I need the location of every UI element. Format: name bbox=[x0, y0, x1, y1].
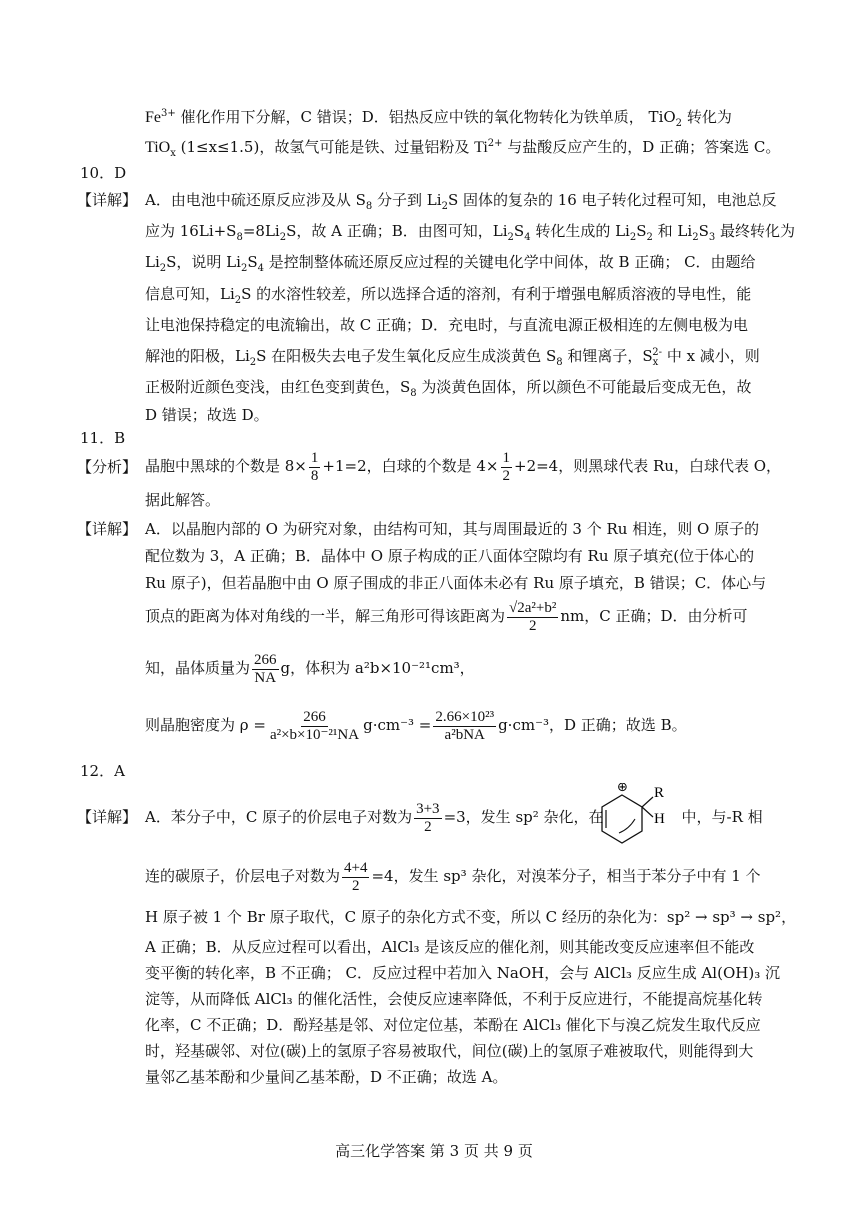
q9-line-1: $Fe^{3+}$ 催化作用下分解，C 错误；D．铝热反应中铁的氧化物转化为铁单质， TiO$_2$ 转化为 bbox=[145, 108, 732, 129]
q10-header: 10．D bbox=[80, 164, 127, 182]
q12-line-4: A 正确；B．从反应过程可以看出，AlCl₃ 是该反应的催化剂，则其能改变反应速率但不能改 bbox=[145, 938, 755, 956]
q12-line-3: H 原子被 1 个 Br 原子取代，C 原子的杂化方式不变，所以 C 经历的杂化为：sp² → sp³ → sp²， bbox=[145, 908, 797, 926]
ring-outline bbox=[602, 795, 642, 843]
q11-detail-line-2: 配位数为 3，A 正确；B．晶体中 O 原子构成的正八面体空隙均有 Ru 原子填充(位于体心的 bbox=[145, 547, 755, 565]
fraction-1-2: $\frac{1}{2}$ bbox=[502, 449, 510, 484]
q12-line-5: 变平衡的转化率，B 不正确； C．反应过程中若加入 NaOH，会与 AlCl₃ 反应生成 Al(OH)₃ 沉 bbox=[145, 964, 780, 982]
q11-detail-line-4: 顶点的距离为体对角线的一半，解三角形可得该距离为 $\frac{\text{√2a²+b²}}{2}$ nm，C 正确；D．由分析可 bbox=[145, 599, 748, 634]
q12-tag: 【详解】 bbox=[77, 808, 138, 826]
label-r: R bbox=[654, 785, 665, 801]
q11-detail-line-1: A．以晶胞内部的 O 为研究对象，由结构可知，其与周围最近的 3 个 Ru 相连，则 O 原子的 bbox=[145, 520, 760, 538]
q10-line-1: A．由电池中硫还原反应涉及从 $S_8$ 分子到 $Li_2S$ 固体的复杂的 16 电子转化过程可知，电池总反 bbox=[145, 191, 777, 212]
ring-arc bbox=[619, 819, 635, 833]
q11-header: 11．B bbox=[80, 429, 126, 447]
q10-line-8: D 错误；故选 D。 bbox=[145, 406, 269, 424]
q12-line-8: 时，羟基碳邻、对位(碳)上的氢原子容易被取代，间位(碳)上的氢原子难被取代，则能得到大 bbox=[145, 1042, 754, 1060]
q11-analysis-line-1: 晶胞中黑球的个数是 8× $\frac{1}{8}$ +1=2，白球的个数是 4× $\frac{1}{2}$ +2=4，则黑球代表 Ru，白球代表 O， bbox=[145, 449, 782, 484]
fraction-density-1: $\frac{266}{\text{a²×b×10⁻²¹NA}}$ bbox=[269, 708, 360, 743]
fraction-mass: $\frac{266}{NA}$ bbox=[254, 651, 277, 686]
bond-h bbox=[642, 807, 653, 817]
bond-r bbox=[642, 797, 653, 807]
q12-line-2: 连的碳原子，价层电子对数为 $\frac{4+4}{2}$ =4，发生 sp³ 杂化，对溴苯分子，相当于苯分子中有 1 个 bbox=[145, 859, 761, 894]
fraction-3-3: $\frac{3+3}{2}$ bbox=[416, 800, 440, 835]
fraction-density-2: $\frac{\text{2.66×10²³}}{\text{a²bNA}}$ bbox=[435, 708, 495, 743]
q12-line-9: 量邻乙基苯酚和少量间乙基苯酚，D 不正确；故选 A。 bbox=[145, 1068, 508, 1086]
q12-header: 12．A bbox=[80, 762, 125, 780]
label-h: H bbox=[654, 811, 665, 827]
arenium-ion-structure bbox=[597, 783, 677, 853]
q10-line-4: 信息可知，$Li_2S$ 的水溶性较差，所以选择合适的溶剂，有利于增强电解质溶液的导电性，能 bbox=[145, 285, 752, 306]
q11-detail-line-6: 则晶胞密度为 ρ = $\frac{266}{\text{a²×b×10⁻²¹NA}}$ g·cm⁻³ = $\frac{\text{2.66×10²³}}{\text{a²bNA}}$ g·cm⁻³，D 正确；故选 B。 bbox=[145, 708, 687, 743]
q12-line-1: A．苯分子中，C 原子的价层电子对数为 $\frac{3+3}{2}$ =3，发生 sp² 杂化，在 中，与-R 相 bbox=[145, 800, 763, 835]
page-footer: 高三化学答案 第 3 页 共 9 页 bbox=[335, 1142, 533, 1160]
q12-line-7: 化率，C 不正确；D．酚羟基是邻、对位定位基，苯酚在 AlCl₃ 催化下与溴乙烷发生取代反应 bbox=[145, 1016, 761, 1034]
q10-line-3: $Li_2S$，说明 $Li_2S_4$ 是控制整体硫还原反应过程的关键电化学中间体，故 B 正确； C．由题给 bbox=[145, 253, 756, 274]
plus-charge: ⊕ bbox=[617, 783, 628, 795]
fraction-distance: $\frac{\text{√2a²+b²}}{2}$ bbox=[509, 599, 557, 634]
q9-line-2: TiO$_x$ (1≤x≤1.5)，故氢气可能是铁、过量铝粉及 $Ti^{2+}$ 与盐酸反应产生的，D 正确；答案选 C。 bbox=[145, 138, 781, 159]
q11-detail-line-3: Ru 原子)，但若晶胞中由 O 原子围成的非正八面体未必有 Ru 原子填充，B 错误；C．体心与 bbox=[145, 574, 767, 592]
fraction-1-8: $\frac{1}{8}$ bbox=[310, 449, 319, 484]
fraction-4-4: $\frac{4+4}{2}$ bbox=[344, 859, 368, 894]
q10-tag: 【详解】 bbox=[77, 191, 138, 209]
q11-analysis-tag: 【分析】 bbox=[77, 458, 138, 476]
q10-line-2: 应为 $16Li+S_8=8Li_2S$，故 A 正确；B．由图可知，$Li_2S_4$ 转化生成的 $Li_2S_2$ 和 $Li_2S_3$ 最终转化为 bbox=[145, 222, 795, 243]
q11-detail-line-5: 知，晶体质量为 $\frac{266}{NA}$ g，体积为 a²b×10⁻²¹cm³， bbox=[145, 651, 475, 686]
q12-line-6: 淀等，从而降低 AlCl₃ 的催化活性，会使反应速率降低，不利于反应进行，不能提高烷基化转 bbox=[145, 990, 763, 1008]
q10-line-7: 正极附近颜色变浅，由红色变到黄色，$S_8$ 为淡黄色固体，所以颜色不可能最后变成无色，故 bbox=[145, 378, 752, 399]
q11-analysis-line-2: 据此解答。 bbox=[145, 491, 221, 509]
q11-detail-tag: 【详解】 bbox=[77, 520, 138, 538]
q10-line-6: 解池的阳极，$Li_2S$ 在阳极失去电子发生氧化反应生成淡黄色 $S_8$ 和锂离子，$S_x^{2-}$ 中 x 减小，则 bbox=[145, 347, 760, 368]
q10-line-5: 让电池保持稳定的电流输出，故 C 正确；D．充电时，与直流电源正极相连的左侧电极为电 bbox=[145, 316, 749, 334]
